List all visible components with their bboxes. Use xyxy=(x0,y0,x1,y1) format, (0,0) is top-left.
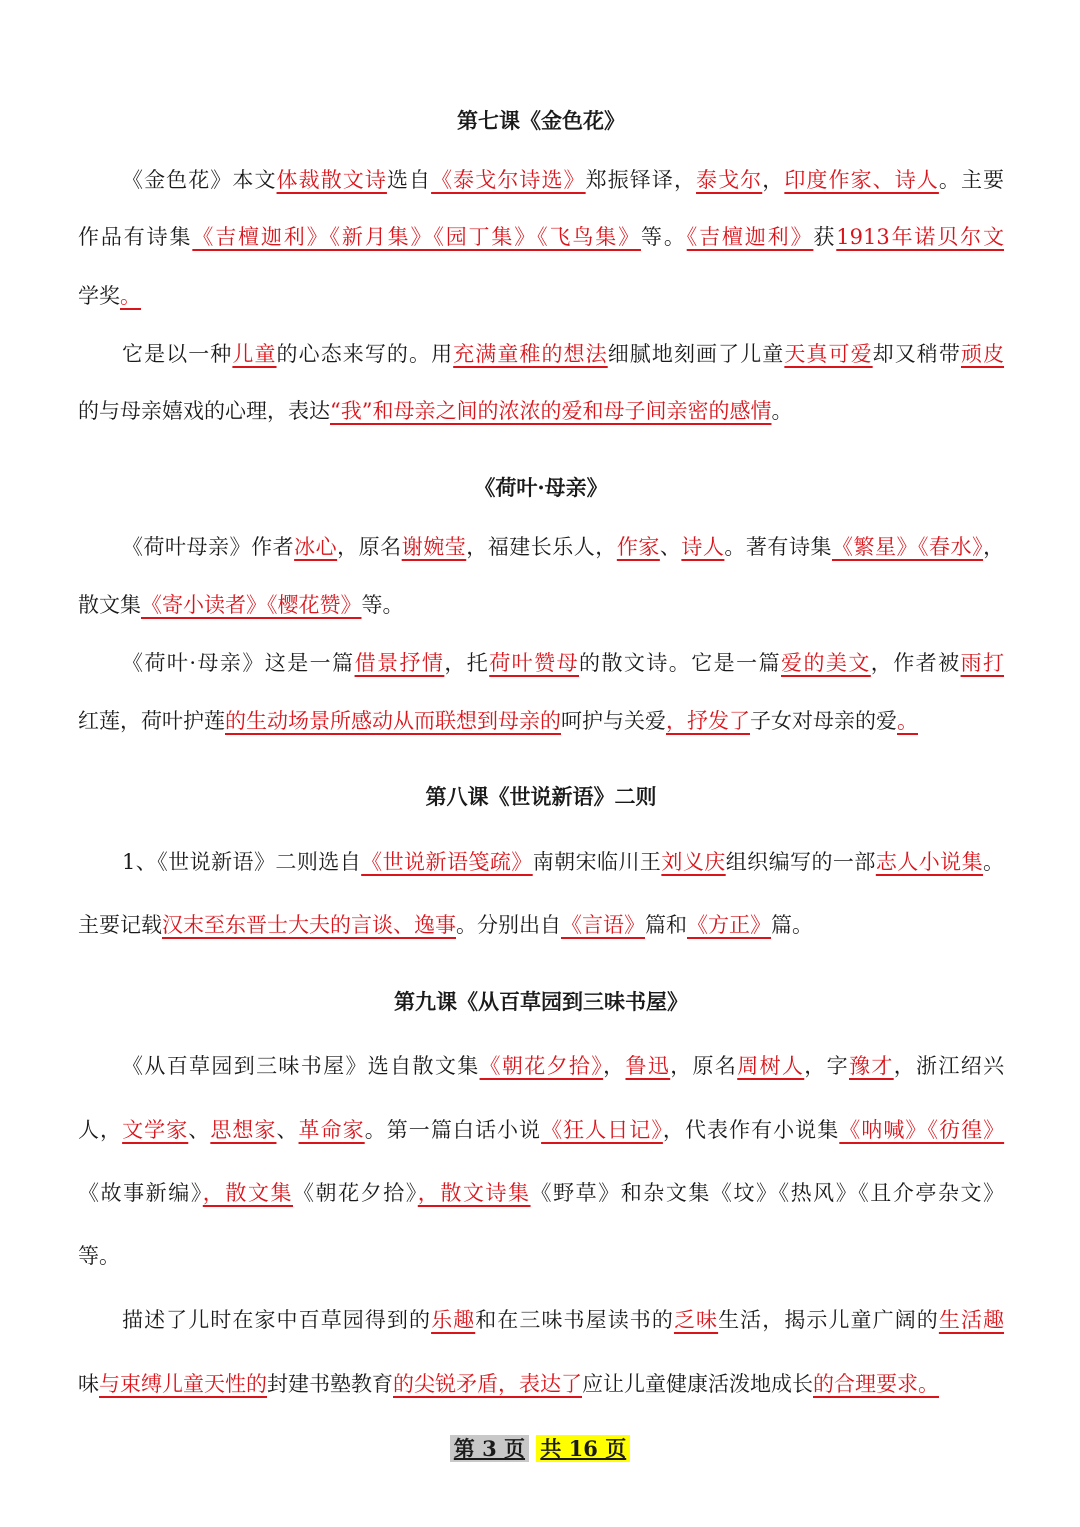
answer-text: 《呐喊》《彷徨》 xyxy=(839,1118,1005,1142)
plain-text: 。主要 xyxy=(938,168,1005,192)
plain-text: 人， xyxy=(78,1118,123,1142)
plain-text: 的散文诗。它是一篇 xyxy=(579,651,782,675)
answer-text: 鲁迅 xyxy=(625,1054,671,1078)
plain-text: 南朝宋临川王 xyxy=(532,850,662,874)
text-line xyxy=(78,276,1004,316)
answer-text: 荷叶赞母 xyxy=(489,651,580,675)
answer-text: 周树人 xyxy=(737,1054,805,1078)
plain-text: 细腻地刻画了儿童 xyxy=(607,342,785,366)
text-line xyxy=(78,217,1004,257)
answer-text: 乏味 xyxy=(673,1308,719,1332)
answer-text: 。 xyxy=(897,709,918,733)
answer-text: 文学家 xyxy=(122,1118,189,1142)
answer-text: 体裁散文诗 xyxy=(276,168,387,192)
answer-text: 思想家 xyxy=(210,1118,277,1142)
answer-text: 谢婉莹 xyxy=(401,535,467,559)
plain-text: 。 xyxy=(771,399,793,423)
plain-text: 等。 xyxy=(78,1244,120,1268)
answer-text: 《世说新语笺疏》 xyxy=(361,850,533,874)
text-line xyxy=(78,391,1004,431)
answer-text: ，抒发了 xyxy=(666,709,750,733)
heading-heye: 《荷叶·母亲》 xyxy=(474,475,608,500)
plain-text: 、 xyxy=(188,1118,211,1142)
answer-text: 《寄小读者》《樱花赞》 xyxy=(141,593,362,617)
answer-text: 汉末至东晋士大夫的言谈、逸事 xyxy=(162,913,456,937)
answer-text: 爱的美文 xyxy=(781,651,871,675)
plain-text: 、 xyxy=(659,535,682,559)
answer-text: 的尖锐矛盾，表达了 xyxy=(393,1372,582,1396)
text-line xyxy=(78,1110,1004,1150)
answer-text: 借景抒情 xyxy=(354,651,445,675)
answer-text: 志人小说集 xyxy=(875,850,984,874)
answer-text: 生活趣 xyxy=(938,1308,1005,1332)
plain-text: 选自 xyxy=(386,168,432,192)
plain-text: 呵护与关爱 xyxy=(561,709,666,733)
answer-text: 天真可爱 xyxy=(784,342,873,366)
answer-text: 冰心 xyxy=(294,535,338,559)
answer-text: 《泰戈尔诗选》 xyxy=(431,168,586,192)
plain-text: 篇和 xyxy=(645,913,687,937)
answer-text: 《繁星》《春水》 xyxy=(831,535,984,559)
plain-text: ，作者被 xyxy=(870,651,961,675)
answer-text: ，散文诗集 xyxy=(417,1181,531,1205)
current-page: 第 3 页 xyxy=(450,1435,529,1462)
document-page xyxy=(78,0,1004,1527)
text-line xyxy=(78,905,1004,945)
heading-lesson9: 第九课《从百草园到三味书屋》 xyxy=(394,989,688,1014)
plain-text: 。第一篇白话小说 xyxy=(364,1118,542,1142)
plain-text: 郑振铎译， xyxy=(585,168,697,192)
plain-text: 生活，揭示儿童广阔的 xyxy=(718,1308,939,1332)
plain-text: 《朝花夕拾》 xyxy=(293,1181,418,1205)
answer-text: 泰戈尔 xyxy=(696,168,763,192)
plain-text: 却又稍带 xyxy=(872,342,961,366)
answer-text: 。 xyxy=(120,284,141,308)
plain-text: 1、《世说新语》二则选自 xyxy=(122,850,362,874)
answer-text: 的生动场景所感动从而联想到母亲的 xyxy=(225,709,561,733)
plain-text: 等。 xyxy=(640,225,687,249)
answer-text: 《吉檀迦利》 xyxy=(686,225,814,249)
text-line xyxy=(78,1173,1004,1213)
plain-text: 红莲，荷叶护莲 xyxy=(78,709,225,733)
plain-text: ，代表作有小说集 xyxy=(662,1118,840,1142)
plain-text: 的与母亲嬉戏的心理，表达 xyxy=(78,399,330,423)
answer-text: 刘义庆 xyxy=(661,850,726,874)
answer-text: 顽皮 xyxy=(960,342,1005,366)
plain-text: ，福建长乐人， xyxy=(466,535,617,559)
plain-text: 学奖 xyxy=(78,284,120,308)
plain-text: ， xyxy=(603,1054,626,1078)
plain-text: 。 xyxy=(983,850,1005,874)
plain-text: ，原名 xyxy=(337,535,402,559)
text-line xyxy=(78,842,1004,882)
heading-lesson7: 第七课《金色花》 xyxy=(457,108,625,133)
plain-text: 应让儿童健康活泼地成长 xyxy=(582,1372,813,1396)
plain-text: ，原名 xyxy=(670,1054,738,1078)
total-pages: 共 16 页 xyxy=(536,1435,630,1462)
plain-text: 的心态来写的。用 xyxy=(276,342,454,366)
answer-text: 《狂人日记》 xyxy=(541,1118,663,1142)
text-line xyxy=(78,701,1004,741)
plain-text: 《荷叶母亲》作者 xyxy=(122,535,295,559)
answer-text: 《言语》 xyxy=(561,913,645,937)
answer-text: “我”和母亲之间的浓浓的爱和母子间亲密的感情 xyxy=(330,399,772,423)
plain-text: 。著有诗集 xyxy=(724,535,832,559)
plain-text: ，托 xyxy=(444,651,490,675)
text-line xyxy=(78,1046,1004,1086)
heading-lesson8: 第八课《世说新语》二则 xyxy=(425,784,657,809)
text-line xyxy=(78,643,1004,683)
plain-text: 《荷叶·母亲》这是一篇 xyxy=(122,651,355,675)
text-line xyxy=(78,585,1004,625)
plain-text: 描述了儿时在家中百草园得到的 xyxy=(122,1308,432,1332)
plain-text: 封建书塾教育 xyxy=(267,1372,393,1396)
answer-text: 印度作家、诗人 xyxy=(784,168,939,192)
answer-text: 充满童稚的想法 xyxy=(453,342,608,366)
plain-text: 篇。 xyxy=(771,913,813,937)
plain-text: 《野草》和杂文集《坟》《热风》《且介亭杂文》 xyxy=(530,1181,1005,1205)
plain-text: 《金色花》本文 xyxy=(122,168,277,192)
answer-text: 《吉檀迦利》《新月集》《园丁集》《飞鸟集》 xyxy=(192,225,641,249)
text-line xyxy=(78,527,1004,567)
page-number xyxy=(0,1432,1080,1466)
plain-text: 它是以一种 xyxy=(122,342,233,366)
plain-text: 子女对母亲的爱 xyxy=(750,709,897,733)
plain-text: 。分别出自 xyxy=(456,913,561,937)
answer-text: ，散文集 xyxy=(202,1181,293,1205)
answer-text: 儿童 xyxy=(232,342,277,366)
answer-text: 《朝花夕拾》 xyxy=(479,1054,604,1078)
plain-text: 获 xyxy=(813,225,837,249)
plain-text: 主要记载 xyxy=(78,913,162,937)
plain-text: 和在三味书屋读书的 xyxy=(475,1308,674,1332)
plain-text: 味 xyxy=(78,1372,99,1396)
plain-text: 作品有诗集 xyxy=(78,225,193,249)
plain-text: ，字 xyxy=(804,1054,849,1078)
plain-text: 散文集 xyxy=(78,593,141,617)
answer-text: 与束缚儿童天性的 xyxy=(99,1372,267,1396)
text-line xyxy=(78,160,1004,200)
text-line xyxy=(78,334,1004,374)
text-line xyxy=(78,1236,1004,1276)
plain-text: 组织编写的一部 xyxy=(725,850,876,874)
answer-text: 的合理要求。 xyxy=(813,1372,939,1396)
answer-text: 诗人 xyxy=(681,535,725,559)
plain-text: ， xyxy=(762,168,785,192)
plain-text: 、 xyxy=(276,1118,299,1142)
text-line xyxy=(78,1300,1004,1340)
text-line xyxy=(78,1364,1004,1404)
answer-text: 革命家 xyxy=(298,1118,365,1142)
answer-text: 1913年诺贝尔文 xyxy=(836,225,1005,249)
plain-text: 《从百草园到三味书屋》选自散文集 xyxy=(122,1054,480,1078)
plain-text: 《故事新编》 xyxy=(78,1181,203,1205)
plain-text: ，浙江绍兴 xyxy=(893,1054,1005,1078)
plain-text: ， xyxy=(983,535,1005,559)
answer-text: 《方正》 xyxy=(687,913,771,937)
answer-text: 雨打 xyxy=(960,651,1005,675)
answer-text: 豫才 xyxy=(848,1054,894,1078)
plain-text: 等。 xyxy=(361,593,404,617)
answer-text: 作家 xyxy=(616,535,660,559)
answer-text: 乐趣 xyxy=(431,1308,476,1332)
